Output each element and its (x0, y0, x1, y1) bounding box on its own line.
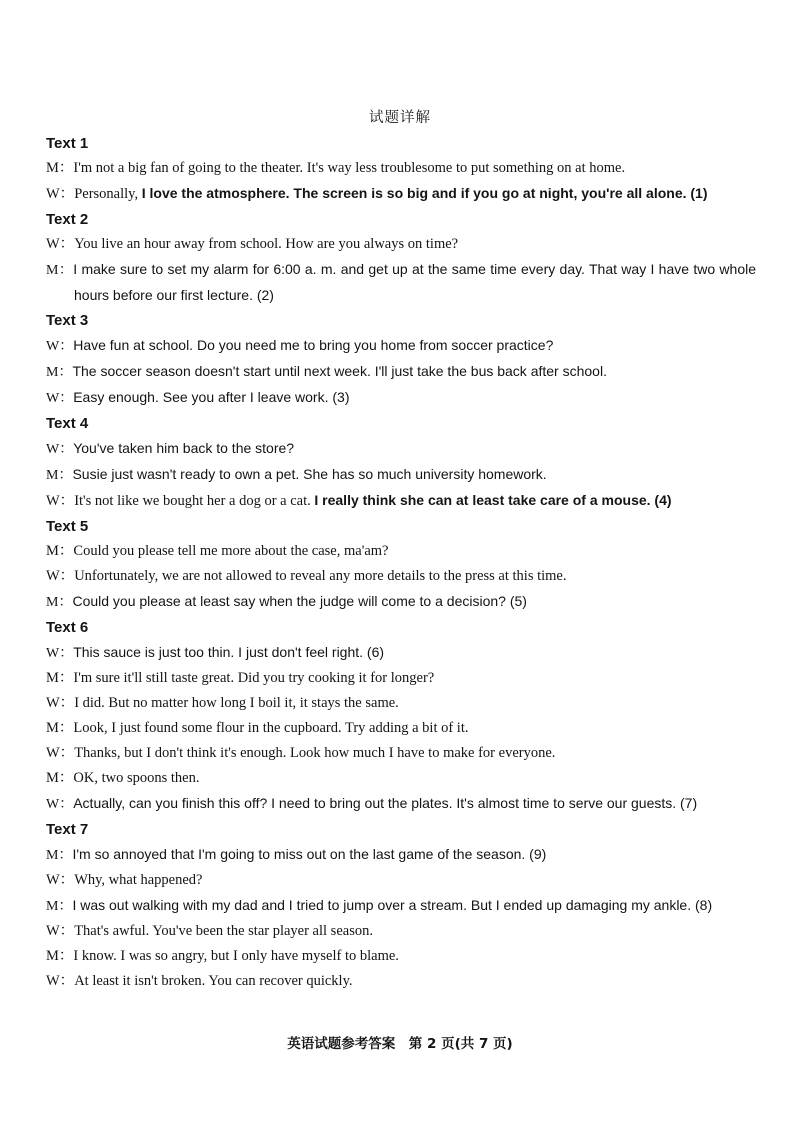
dialogue-line (46, 691, 756, 716)
dialogue-line (46, 589, 756, 615)
speaker-label: W： (46, 872, 75, 888)
speaker-label: M： (46, 720, 74, 736)
speaker-label: M： (46, 263, 74, 278)
dialogue-line (46, 462, 756, 488)
dialogue-line (46, 919, 756, 944)
dialogue-line (46, 944, 756, 969)
speaker-label: W： (46, 973, 75, 989)
dialogue-text: Unfortunately, we are not allowed to reveal any more details to the press at this time. (74, 568, 567, 584)
dialogue-line (46, 868, 756, 893)
speaker-label: W： (46, 797, 74, 812)
answer-text: Easy enough. See you after I leave work. (3) (73, 389, 350, 405)
dialogue-line (46, 488, 756, 514)
dialogue-text: At least it isn't broken. You can recover quickly. (74, 973, 353, 989)
speaker-label: M： (46, 543, 74, 559)
speaker-label: W： (46, 493, 75, 509)
answer-text: I'm so annoyed that I'm going to miss out on the last game of the season. (9) (72, 846, 547, 862)
speaker-label: W： (46, 391, 74, 406)
text-heading: Text 7 (46, 821, 89, 838)
text-heading: Text 1 (46, 135, 89, 152)
dialogue-line (46, 359, 756, 385)
dialogue-text: OK, two spoons then. (73, 770, 200, 786)
speaker-label: W： (46, 339, 74, 354)
dialogue-line (46, 791, 756, 817)
dialogue-line (46, 716, 756, 741)
dialogue-line (46, 232, 756, 257)
dialogue-line (46, 156, 756, 181)
dialogue-line (46, 741, 756, 766)
dialogue-line (46, 640, 756, 666)
speaker-label: W： (46, 745, 75, 761)
speaker-label: M： (46, 160, 74, 176)
dialogue-line (46, 257, 756, 308)
answer-text: The soccer season doesn't start until next week. I'll just take the bus back after school. (72, 363, 607, 379)
dialogue-text: Thanks, but I don't think it's enough. Look how much I have to make for everyone. (74, 745, 556, 761)
dialogue-line (46, 969, 756, 994)
text-heading: Text 2 (46, 211, 89, 228)
page-footer: 英语试题参考答案 第 2 页(共 7 页) (287, 1036, 513, 1052)
dialogue-text: Look, I just found some flour in the cupboard. Try adding a bit of it. (73, 720, 469, 736)
speaker-label: W： (46, 236, 75, 252)
dialogue-line (46, 539, 756, 564)
dialogue-line (46, 333, 756, 359)
dialogue-text: Why, what happened? (74, 872, 203, 888)
answer-text: Actually, can you finish this off? I need to bring out the plates. It's almost time to serve our guests. (7) (73, 795, 698, 811)
speaker-label: M： (46, 595, 73, 610)
answer-text: Susie just wasn't ready to own a pet. She has so much university homework. (72, 466, 547, 482)
text-heading: Text 4 (46, 415, 89, 432)
speaker-label: M： (46, 948, 74, 964)
dialogue-text: Could you please tell me more about the case, ma'am? (73, 543, 389, 559)
text-heading: Text 6 (46, 619, 89, 636)
text-heading: Text 5 (46, 518, 89, 535)
speaker-label: W： (46, 646, 74, 661)
speaker-label: M： (46, 899, 73, 914)
speaker-label: W： (46, 923, 75, 939)
dialogue-text: I know. I was so angry, but I only have myself to blame. (73, 948, 399, 964)
page-title: 试题详解 (369, 110, 431, 126)
answer-text: Could you please at least say when the judge will come to a decision? (5) (72, 593, 527, 609)
dialogue-line (46, 842, 756, 868)
answer-text: You've taken him back to the store? (73, 440, 295, 456)
speaker-label: M： (46, 468, 73, 483)
dialogue-text: That's awful. You've been the star player all season. (74, 923, 373, 939)
answer-text: I make sure to set my alarm for 6:00 a. m. and get up at the same time every day. That way I have two whole hours before our first lecture. (2) (73, 261, 756, 303)
dialogue-text: You live an hour away from school. How are you always on time? (74, 236, 459, 252)
dialogue-line (46, 766, 756, 791)
speaker-label: W： (46, 186, 75, 202)
answer-text: This sauce is just too thin. I just don't feel right. (6) (73, 644, 385, 660)
dialogue-line (46, 181, 756, 207)
speaker-label: M： (46, 365, 73, 380)
dialogue-line (46, 385, 756, 411)
speaker-label: M： (46, 670, 74, 686)
text-heading: Text 3 (46, 312, 89, 329)
dialogue-content (46, 131, 756, 994)
dialogue-text: It's not like we bought her a dog or a cat. (74, 493, 315, 509)
answer-text: I was out walking with my dad and I tried to jump over a stream. But I ended up damaging my ankle. (8) (72, 897, 713, 913)
dialogue-line (46, 666, 756, 691)
answer-text: Have fun at school. Do you need me to bring you home from soccer practice? (73, 337, 554, 353)
speaker-label: W： (46, 442, 74, 457)
answer-text: I love the atmosphere. The screen is so big and if you go at night, you're all alone. (1) (141, 185, 708, 201)
dialogue-line (46, 436, 756, 462)
speaker-label: W： (46, 695, 75, 711)
dialogue-text: I'm sure it'll still taste great. Did you try cooking it for longer? (73, 670, 435, 686)
dialogue-text: Personally, (74, 186, 142, 202)
dialogue-line (46, 893, 756, 919)
dialogue-line (46, 564, 756, 589)
dialogue-text: I did. But no matter how long I boil it, it stays the same. (74, 695, 399, 711)
answer-text: I really think she can at least take care of a mouse. (4) (314, 492, 672, 508)
speaker-label: M： (46, 848, 73, 863)
speaker-label: W： (46, 568, 75, 584)
speaker-label: M： (46, 770, 74, 786)
dialogue-text: I'm not a big fan of going to the theater. It's way less troublesome to put something on at home. (73, 160, 626, 176)
